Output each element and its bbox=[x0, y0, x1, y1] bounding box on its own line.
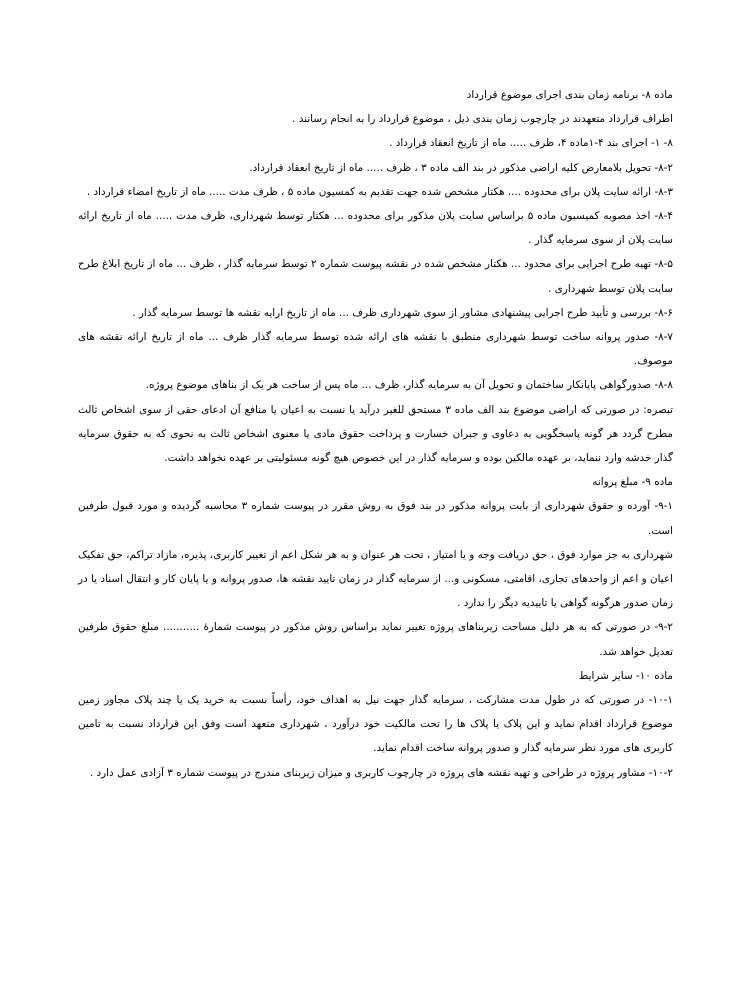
clause-8-6: ۸-۶- بررسی و تأیید طرح اجرایی پیشنهادی مشاور از سوی شهرداری ظرف ... ماه از تاریخ ارایه نقشه ها توسط سرمایه گذار . bbox=[132, 306, 673, 319]
note-paragraph: تبصره: در صورتی که اراضی موضوع بند الف ماده ۳ مستحق للغیر درآید یا نسبت به اعیان یا منافع آن ادعای حقی از سوی اشخاص ثالث مطرح گردد هر گونه پاسخگویی به دعاوی و جبران خسارت و پرداخت حقوق مادی یا معنوی اشخاص ثالث به نحوی که به حقوق سرمایه گذار خدشه وارد ننماید، بر عهده مالکین بوده و سرمایه گذار در این خصوص هیچ گونه مسئولیتی بر عهده نخواهد داشت. bbox=[78, 403, 673, 465]
article-8-intro: اطراف قرارداد متعهدند در چارچوب زمان بندی ذیل ، موضوع قرارداد را به انجام رسانند . bbox=[292, 113, 673, 126]
clause-8-3: ۸-۳- ارائه سایت پلان برای محدوده .... هکتار مشخص شده جهت تقدیم به کمسیون ماده ۵ ، ظرف مدت ..... ماه از تاریخ امضاء قرارداد . bbox=[86, 185, 673, 198]
clause-8-4: ۸-۴- اخذ مصوبه کمیسیون ماده ۵ براساس سایت پلان مذکور برای محدوده ... هکتار توسط شهرداری، ظرف مدت ..... ماه از تاریخ ارائه سایت پلان از سوی سرمایه گذار . bbox=[78, 210, 673, 247]
clause-10-1: ۱۰-۱- در صورتی که در طول مدت مشارکت ، سرمایه گذار جهت نیل به اهداف خود، رأساً نسبت به خرید یک یا چند پلاک مجاور زمین موضوع قرارداد اقدام نماید و این پلاک یا پلاک ها را تحت مالکیت خود درآورد ، شهرداری متعهد است وفق این قرارداد نسبت به تامین کاربری های مورد نظر سرمایه گذار و صدور پروانه ساخت اقدام نماید. bbox=[78, 694, 673, 755]
clause-8-7: ۸-۷- صدور پروانه ساخت توسط شهرداری منطبق با نقشه های ارائه شده توسط سرمایه گذار ظرف ... ماه از تاریخ ارائه نقشه های موصوف. bbox=[78, 331, 673, 368]
clause-8-5: ۸-۵- تهیه طرح اجرایی برای محدود ... هکتار مشخص شده در نقشه پیوست شماره ۲ توسط سرمایه گذار ، ظرف ... ماه از تاریخ ابلاغ طرح سایت پلان توسط شهرداری . bbox=[78, 258, 674, 295]
article-9-paragraph: شهرداری به جز موارد فوق ، حق دریافت وجه و یا امتیاز ، تحت هر عنوان و به هر شکل اعم از تغییر کاربری، پذیره، مازاد تراکم، حق تفکیک اعیان و اعم از واحدهای تجاری، اقامتی، مسکونی و... از سرمایه گذار در زمان تایید نقشه ها، صدور پروانه و یا پایان کار و انتقال اسناد یا در زمان صدور هرگونه گواهی یا تاییدیه دیگر را ندارد . bbox=[78, 548, 673, 610]
clause-9-1: ۹-۱- آورده و حقوق شهرداری از بابت پروانه مذکور در بند فوق به روش مقرر در پیوست شماره ۳ محاسبه گردیده و مورد قبول طرفین است. bbox=[78, 500, 673, 537]
clause-8-2: ۸-۲- تحویل بلامعارض کلیه اراضی مذکور در بند الف ماده ۳ ، ظرف ..... ماه از تاریخ انعقاد قرارداد. bbox=[249, 161, 673, 174]
clause-8-8: ۸-۸- صدورگواهی پایانکار ساختمان و تحویل آن به سرمایه گذار، ظرف ... ماه پس از ساخت هر یک از بناهای موضوع پروژه. bbox=[145, 379, 673, 392]
document-page bbox=[78, 83, 673, 785]
article-9-title: ماده ۹- مبلغ پروانه bbox=[592, 476, 673, 489]
clause-9-2: ۹-۲- در صورتی که به هر دلیل مساحت زیربناهای پروژه تغییر نماید براساس روش مذکور در پیوست شمارهٔ ........... مبلغ حقوق طرفین تعدیل خواهد شد. bbox=[78, 621, 673, 658]
article-8-title: ماده ۸- برنامه زمان بندی اجرای موضوع قرارداد bbox=[466, 89, 673, 101]
article-10-title: ماده ۱۰- سایر شرایط bbox=[578, 669, 673, 682]
clause-8-1: ۸- ۱- اجرای بند ۴-۱ماده ۴، ظرف ..... ماه از تاریخ انعقاد قرارداد . bbox=[389, 137, 673, 150]
clause-10-2: ۱۰-۲- مشاور پروژه در طراحی و تهیه نقشه های پروژه در چارچوب کاربری و میزان زیربنای مندرج در پیوست شماره ۳ آزادی عمل دارد . bbox=[89, 766, 673, 779]
